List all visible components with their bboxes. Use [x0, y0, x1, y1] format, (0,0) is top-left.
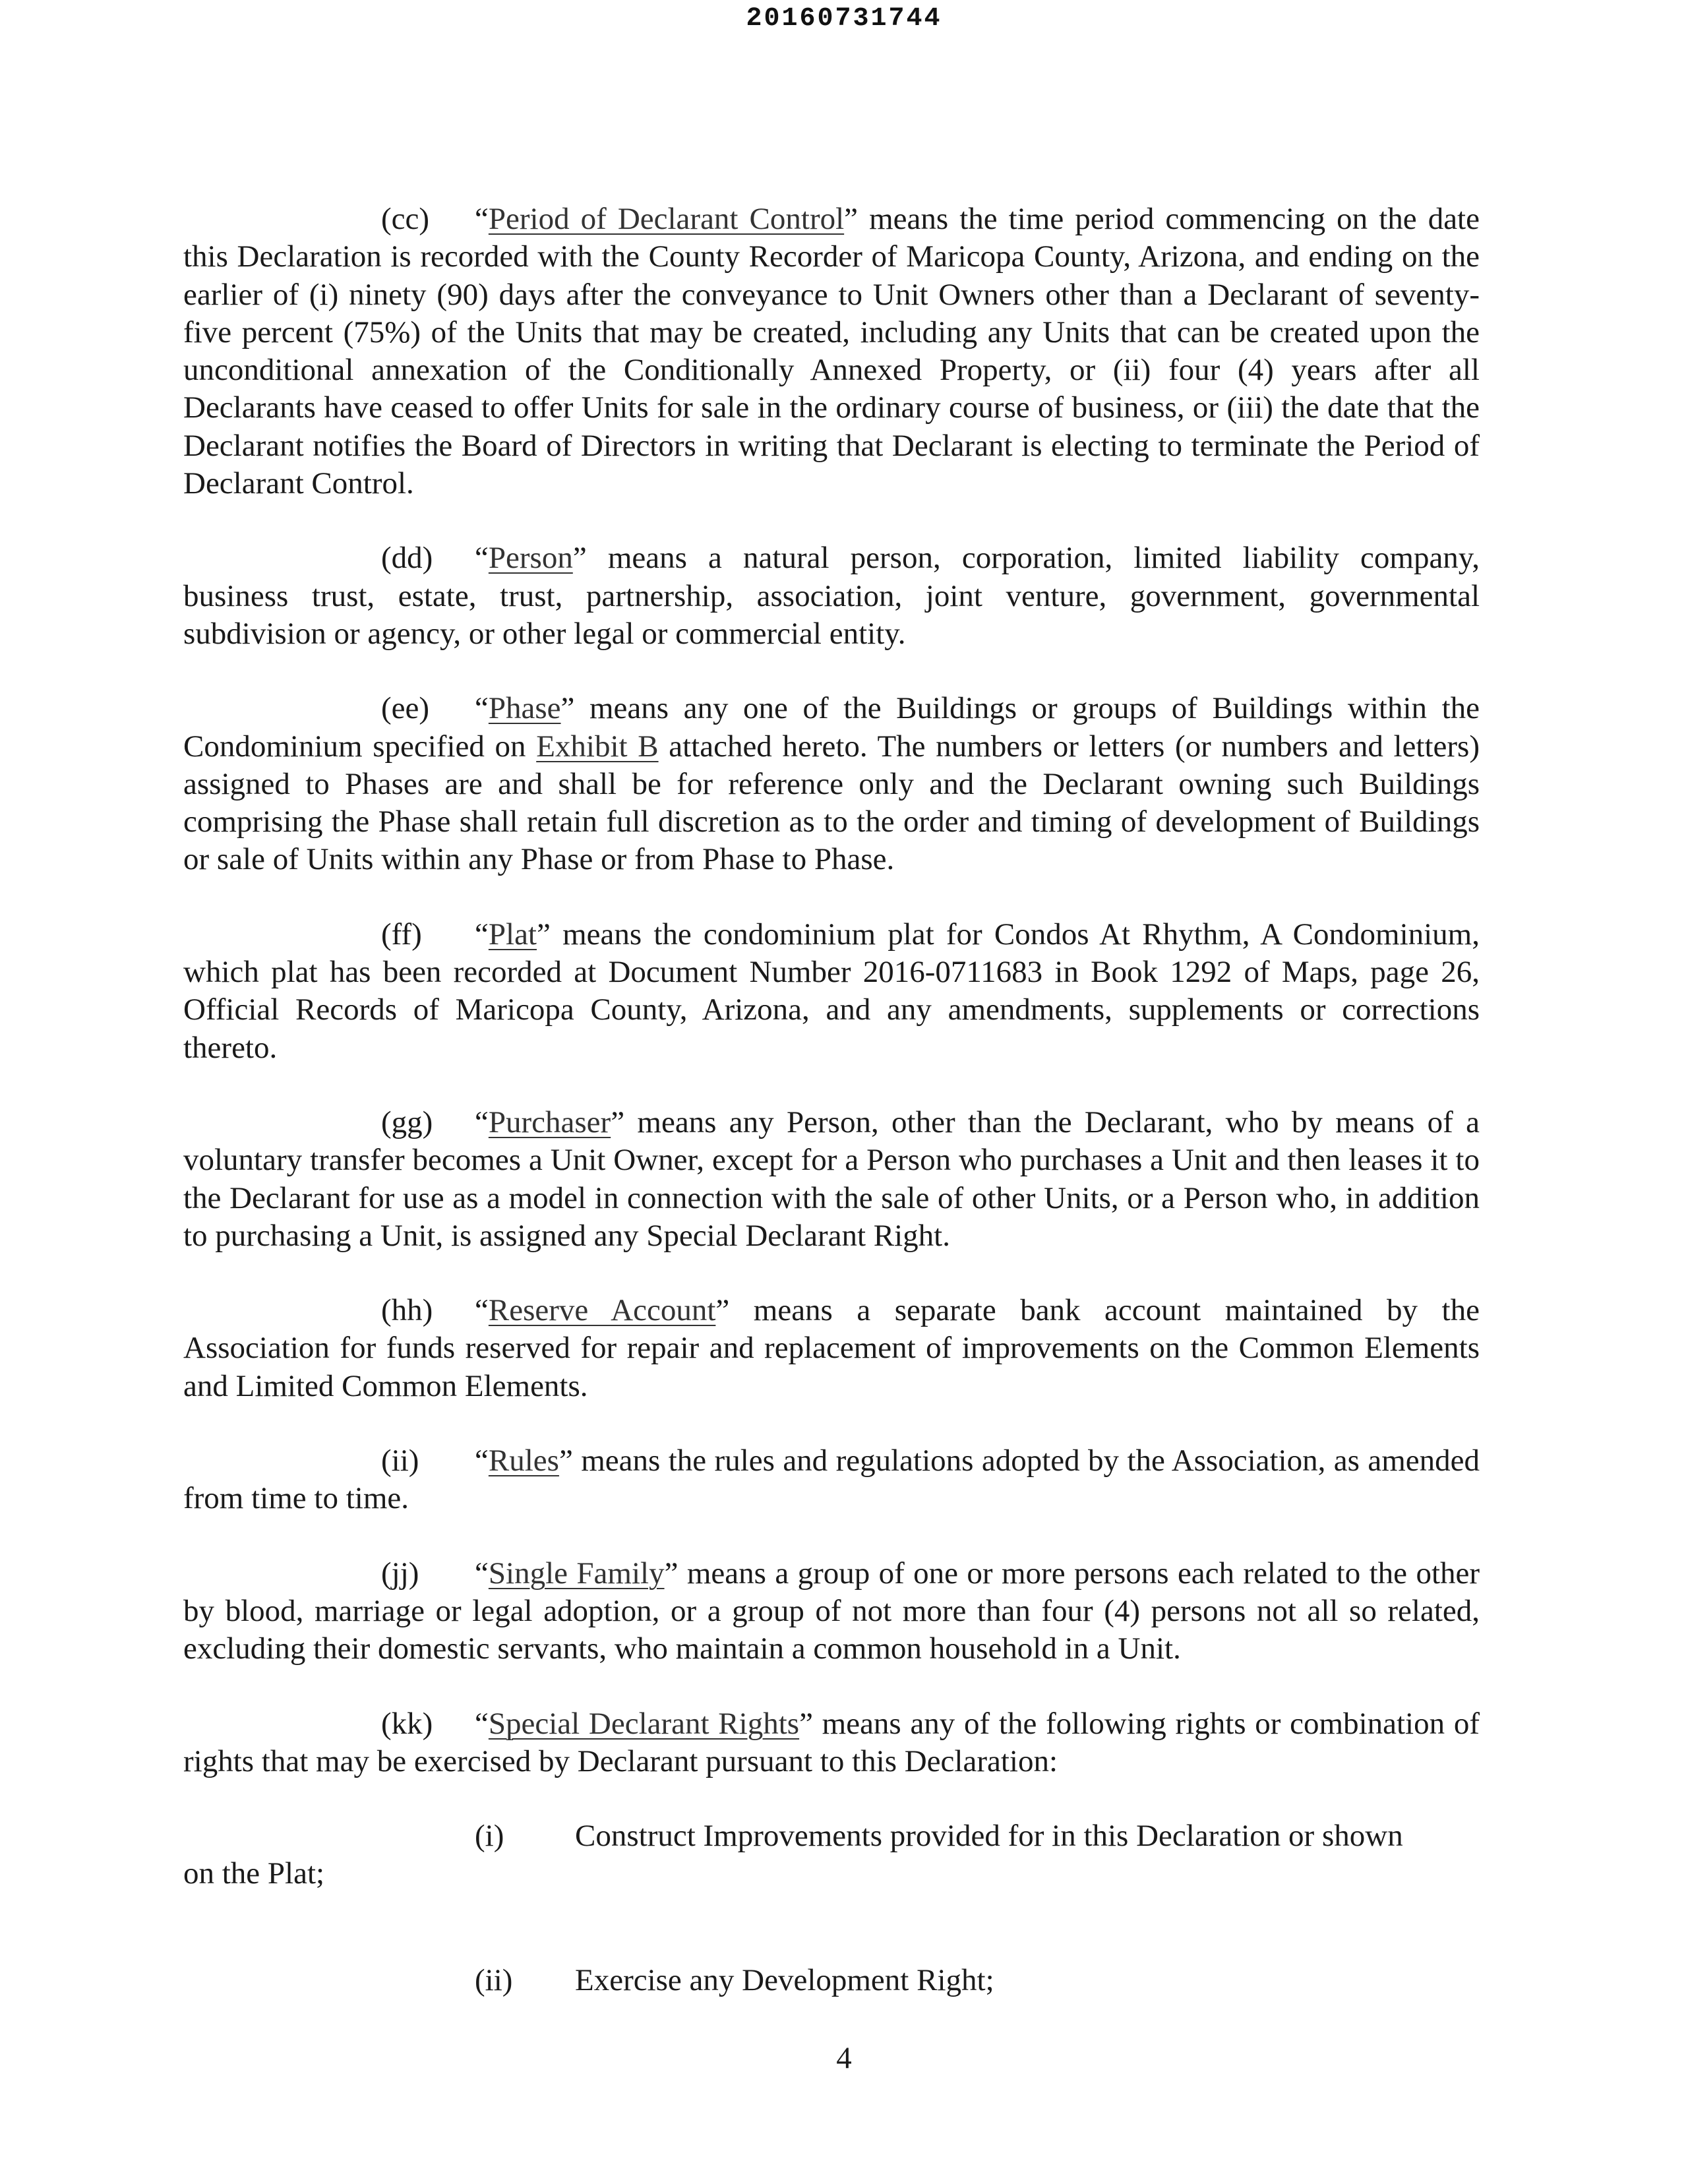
document-body: [183, 200, 1480, 1999]
definition-ee: [183, 690, 1480, 878]
defined-term: Special Declarant Rights: [488, 1706, 800, 1741]
subitem-continuation: on the Plat;: [183, 1856, 325, 1891]
definition-text: means the rules and regulations adopted by the Association, as amended from time to time.: [183, 1443, 1480, 1516]
definition-label: (ii): [381, 1443, 419, 1478]
defined-term: Period of Declarant Control: [488, 202, 845, 236]
subitem-text: Construct Improvements provided for in this Declaration or shown: [575, 1819, 1403, 1854]
open-quote: “: [475, 691, 489, 726]
defined-term: Phase: [488, 691, 561, 726]
definition-ii: [183, 1442, 1480, 1518]
definition-label: (cc): [381, 202, 430, 236]
defined-term: Person: [488, 541, 573, 576]
definition-label: (ff): [381, 917, 422, 952]
subitem-numeral: (i): [475, 1819, 504, 1854]
definition-label: (jj): [381, 1556, 419, 1591]
open-quote: “: [475, 917, 489, 952]
subitem-numeral: (ii): [475, 1962, 513, 1997]
close-quote: ”: [560, 691, 575, 726]
definition-text: means a separate bank account maintained by the Association for funds reserved for repair and replacement of improvements on the Common Elements and Limited Common Elements.: [183, 1293, 1480, 1403]
document-number: 20160731744: [746, 4, 942, 34]
open-quote: “: [475, 1105, 489, 1139]
defined-term: Single Family: [488, 1556, 665, 1591]
definition-gg: [183, 1104, 1480, 1255]
definition-text: means the time period commencing on the date this Declaration is recorded with the County Recorder of Maricopa County, Arizona, and ending on the earlier of (i) ninety (90) days after the conveyance to Unit Owners other than a Declarant of seventy-five percent (75%) of the Units that may be created, including any Units that can be created upon the unconditional annexation of the Conditionally Annexed Property, or (ii) four (4) years after all Declarants have ceased to offer Units for sale in the ordinary course of business, or (iii) the date that the Declarant notifies the Board of Directors in writing that Declarant is electing to terminate the Period of Declarant Control.: [183, 202, 1480, 501]
definition-jj: [183, 1555, 1480, 1668]
definition-text-continued: attached hereto. The numbers or letters (or numbers and letters) assigned to Phases are and shall be for reference only and the Declarant owning such Buildings comprising the Phase shall retain full discretion as to the order and timing of development of Buildings or sale of Units within any Phase or from Phase to Phase.: [183, 729, 1480, 877]
subitem-i: [183, 1817, 1480, 1893]
close-quote: ”: [799, 1706, 813, 1741]
open-quote: “: [475, 1443, 489, 1478]
defined-term: Purchaser: [488, 1105, 611, 1139]
close-quote: ”: [715, 1293, 730, 1328]
definition-hh: [183, 1292, 1480, 1405]
definition-text: means any of the following rights or combination of rights that may be exercised by Declarant pursuant to this Declaration:: [183, 1706, 1480, 1778]
definition-ff: [183, 916, 1480, 1067]
definition-label: (dd): [381, 541, 433, 576]
definition-text: means a group of one or more persons each related to the other by blood, marriage or legal adoption, or a group of not more than four (4) persons not all so related, excluding their domestic servants, who maintain a common household in a Unit.: [183, 1556, 1480, 1666]
open-quote: “: [475, 1706, 489, 1741]
close-quote: ”: [558, 1443, 573, 1478]
close-quote: ”: [844, 202, 859, 236]
definition-kk: [183, 1705, 1480, 1781]
page-number: 4: [836, 2041, 852, 2075]
defined-term: Reserve Account: [488, 1293, 716, 1328]
definition-text: means any one of the Buildings or groups of Buildings within the Condominium specified on: [183, 691, 1480, 764]
close-quote: ”: [572, 541, 587, 576]
definition-text: means the condominium plat for Condos At Rhythm, A Condominium, which plat has been recorded at Document Number 2016-0711683 in Book 1292 of Maps, page 26, Official Records of Maricopa County, Arizona, and any amendments, supplements or corrections thereto.: [183, 917, 1480, 1065]
exhibit-reference: Exhibit B: [536, 729, 659, 764]
definition-text: means a natural person, corporation, limited liability company, business trust, estate, trust, partnership, association, joint venture, government, governmental subdivision or agency, or other legal or commercial entity.: [183, 541, 1480, 651]
subitem-text: Exercise any Development Right;: [575, 1962, 994, 1997]
definition-label: (kk): [381, 1706, 433, 1741]
open-quote: “: [475, 202, 489, 236]
open-quote: “: [475, 541, 489, 576]
open-quote: “: [475, 1556, 489, 1591]
defined-term: Plat: [488, 917, 537, 952]
definition-label: (hh): [381, 1293, 433, 1328]
definition-text: means any Person, other than the Declarant, who by means of a voluntary transfer becomes a Unit Owner, except for a Person who purchases a Unit and then leases it to the Declarant for use as a model in connection with the sale of other Units, or a Person who, in addition to purchasing a Unit, is assigned any Special Declarant Right.: [183, 1105, 1480, 1253]
defined-term: Rules: [488, 1443, 559, 1478]
definition-label: (gg): [381, 1105, 433, 1139]
close-quote: ”: [537, 917, 551, 952]
subitem-ii: [183, 1962, 1480, 1999]
close-quote: ”: [664, 1556, 678, 1591]
definition-label: (ee): [381, 691, 430, 726]
definition-cc: [183, 200, 1480, 502]
close-quote: ”: [611, 1105, 625, 1139]
open-quote: “: [475, 1293, 489, 1328]
definition-dd: [183, 539, 1480, 653]
